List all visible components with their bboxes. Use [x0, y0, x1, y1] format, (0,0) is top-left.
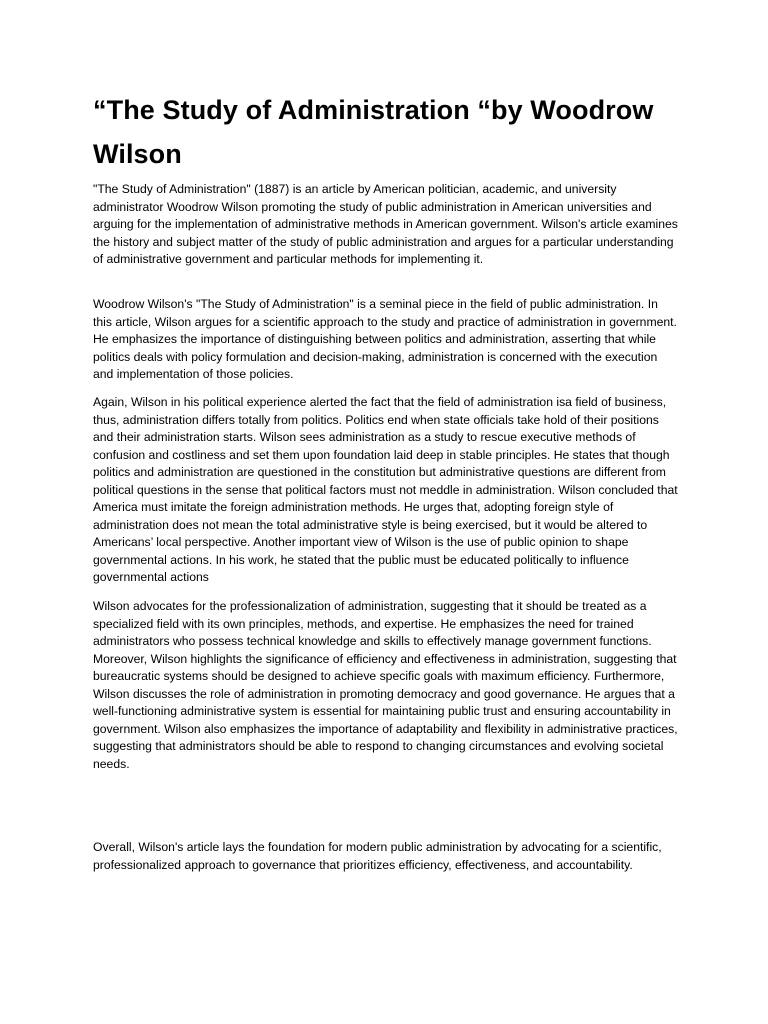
body-paragraph-2: Woodrow Wilson's "The Study of Administration" is a seminal piece in the field of public administration. In this article, Wilson argues for a scientific approach to the study and practice of administration in government. He emphasizes the importance of distinguishing between politics and administration, asserting that while politics deals with policy formulation and decision-making, administration is concerned with the execution and implementation of those policies.	[93, 297, 677, 381]
document-title: “The Study of Administration “by Woodrow Wilson	[93, 95, 654, 169]
body-paragraph-5: Overall, Wilson's article lays the foundation for modern public administration by advocating for a scientific, professionalized approach to governance that prioritizes efficiency, effectiveness, and accountability.	[93, 840, 662, 872]
body-paragraph-1: "The Study of Administration" (1887) is an article by American politician, academic, and university administrator Woodrow Wilson promoting the study of public administration in American universities and arguing for the implementation of administrative methods in American government. Wilson's article examines the history and subject matter of the study of public administration and argues for a particular understanding of administrative government and particular methods for implementing it.	[93, 182, 678, 266]
body-paragraph-3: Again, Wilson in his political experience alerted the fact that the field of administration isa field of business, thus, administration differs totally from politics. Politics end when state officials take hold of their positions and their administration starts. Wilson sees administration as a study to rescue executive methods of confusion and costliness and set them upon foundation laid deep in stable principles. He states that though politics and administration are questioned in the constitution but administrative questions are different from political questions in the sense that political factors must not meddle in administration. Wilson concluded that America must imitate the foreign administration methods. He urges that, adopting foreign style of administration does not mean the total administrative style is being exercised, but it would be altered to Americans’ local perspective. Another important view of Wilson is the use of public opinion to shape governmental actions. In his work, he stated that the public must be educated politically to influence governmental actions	[93, 395, 678, 584]
body-paragraph-4: Wilson advocates for the professionalization of administration, suggesting that it should be treated as a specialized field with its own principles, methods, and expertise. He emphasizes the need for trained administrators who possess technical knowledge and skills to effectively manage government functions. Moreover, Wilson highlights the significance of efficiency and effectiveness in administration, suggesting that bureaucratic systems should be designed to achieve specific goals with maximum efficiency. Furthermore, Wilson discusses the role of administration in promoting democracy and good governance. He argues that a well-functioning administrative system is essential for maintaining public trust and ensuring accountability in government. Wilson also emphasizes the importance of adaptability and flexibility in administrative practices, suggesting that administrators should be able to respond to changing circumstances and evolving societal needs.	[93, 599, 678, 771]
